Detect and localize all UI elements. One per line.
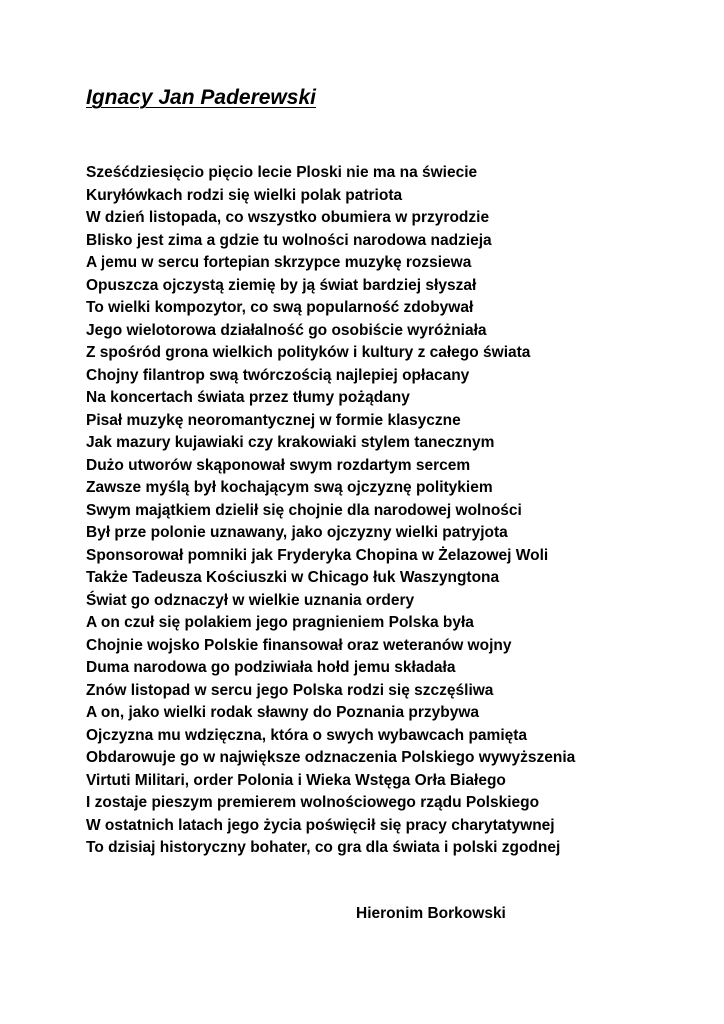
poem-line: Z spośród grona wielkich polityków i kultury z całego świata <box>86 344 531 361</box>
poem-line: Virtuti Militari, order Polonia i Wieka Wstęga Orła Białego <box>86 771 506 789</box>
poem-line: Opuszcza ojczystą ziemię by ją świat bardziej słyszał <box>86 276 477 294</box>
poem-line: Znów listopad w sercu jego Polska rodzi się szczęśliwa <box>86 681 494 699</box>
poem-line: Chojny filantrop swą twórczością najlepiej opłacany <box>86 366 470 384</box>
poem-line: Obdarowuje go w największe odznaczenia Polskiego wywyższenia <box>86 749 576 766</box>
poem-line: Także Tadeusza Kościuszki w Chicago łuk Waszyngtona <box>86 569 500 586</box>
poem-line: Świat go odznaczył w wielkie uznania ordery <box>86 591 415 609</box>
poem-line: W dzień listopada, co wszystko obumiera w przyrodzie <box>86 209 490 226</box>
poem-line: Blisko jest zima a gdzie tu wolności narodowa nadzieja <box>86 231 492 249</box>
poem-line: Sześćdziesięcio pięcio lecie Ploski nie ma na świecie <box>86 164 478 181</box>
poem-line: Kuryłówkach rodzi się wielki polak patriota <box>86 186 403 204</box>
poem-line: A jemu w sercu fortepian skrzypce muzykę rozsiewa <box>86 254 472 271</box>
poem-line: Pisał muzykę neoromantycznej w formie klasyczne <box>86 411 461 429</box>
poem-title: Ignacy Jan Paderewski <box>86 86 316 109</box>
poem-line: Był prze polonie uznawany, jako ojczyzny wielki patryjota <box>86 524 508 541</box>
poem-line: To dzisiaj historyczny bohater, co gra dla świata i polski zgodnej <box>86 839 561 856</box>
poem-line: Jak mazury kujawiaki czy krakowiaki stylem tanecznym <box>86 434 495 451</box>
poem-line: I zostaje pieszym premierem wolnościowego rządu Polskiego <box>86 794 540 811</box>
poem-line: Duma narodowa go podziwiała hołd jemu składała <box>86 659 456 676</box>
poem-line: To wielki kompozytor, co swą popularność zdobywał <box>86 299 474 316</box>
poem-line: A on czuł się polakiem jego pragnieniem Polska była <box>86 614 474 631</box>
poem-line: Chojnie wojsko Polskie finansował oraz weteranów wojny <box>86 636 512 654</box>
poem-line: Jego wielotorowa działalność go osobiście wyróżniała <box>86 321 487 339</box>
poem-line: Zawsze myślą był kochającym swą ojczyznę politykiem <box>86 479 493 496</box>
poem-body <box>86 162 575 860</box>
author-signature: Hieronim Borkowski <box>356 905 506 922</box>
poem-line: Dużo utworów skąponował swym rozdartym sercem <box>86 456 471 474</box>
poem-line: A on, jako wielki rodak sławny do Poznania przybywa <box>86 704 480 721</box>
poem-line: Sponsorował pomniki jak Fryderyka Chopina w Żelazowej Woli <box>86 546 549 564</box>
poem-line: W ostatnich latach jego życia poświęcił się pracy charytatywnej <box>86 816 555 834</box>
poem-line: Na koncertach świata przez tłumy pożądany <box>86 389 410 406</box>
poem-line: Ojczyzna mu wdzięczna, która o swych wybawcach pamięta <box>86 726 528 744</box>
poem-line: Swym majątkiem dzielił się chojnie dla narodowej wolności <box>86 501 522 519</box>
